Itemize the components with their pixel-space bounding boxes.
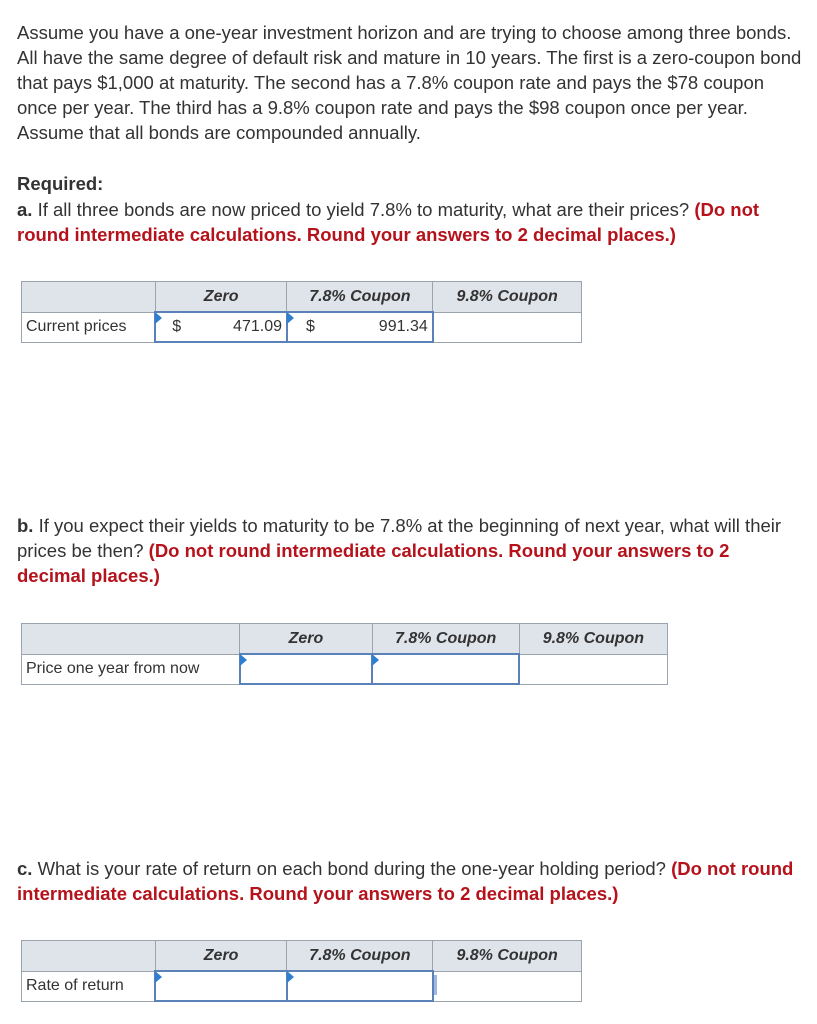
- part-b-instruction: (Do not round intermediate calculations. Round your answers to 2 decimal places.): [17, 540, 730, 586]
- row-label-current-prices: Current prices: [22, 312, 156, 342]
- cell-return-9-8-coupon[interactable]: [433, 971, 582, 1001]
- part-a-table: [21, 281, 582, 343]
- problem-intro: Assume you have a one-year investment horizon and are trying to choose among three bonds. All have the same degree of default risk and mature in 10 years. The first is a zero-coupon bond that pays $1,000 at maturity. The second has a 7.8% coupon rate and pays the $78 coupon once per year. The third has a 9.8% coupon rate and pays the $98 coupon once per year. Assume that all bonds are compounded annually.: [17, 22, 802, 143]
- part-a-question: [17, 197, 807, 247]
- part-c-question: [17, 856, 807, 906]
- cell-future-price-9-8-coupon[interactable]: [519, 654, 667, 684]
- header-zero: Zero: [155, 282, 287, 313]
- part-a-text: If all three bonds are now priced to yield 7.8% to maturity, what are their prices?: [32, 199, 695, 220]
- part-c-table: [21, 940, 582, 1002]
- part-b-text: If you expect their yields to maturity to be 7.8% at the beginning of next year, what will their prices be then?: [17, 515, 782, 561]
- currency-symbol: $: [172, 318, 182, 335]
- header-7-8-coupon: 7.8% Coupon: [287, 941, 433, 972]
- part-c-instruction: (Do not round intermediate calculations. Round your answers to 2 decimal places.): [17, 858, 794, 904]
- cell-current-price-9-8-coupon[interactable]: [433, 312, 582, 342]
- current-price-zero-value: 471.09: [233, 318, 282, 335]
- part-a-instruction: (Do not round intermediate calculations. Round your answers to 2 decimal places.): [17, 199, 760, 245]
- answer-flag-icon: [155, 971, 162, 983]
- answer-flag-icon: [240, 654, 247, 666]
- row-label-price-one-year: Price one year from now: [22, 654, 240, 684]
- answer-flag-icon: [287, 971, 294, 983]
- header-blank: [22, 624, 240, 655]
- input-current-price-zero[interactable]: [155, 312, 287, 342]
- part-b-table: [21, 623, 668, 685]
- input-future-price-7-8-coupon[interactable]: [372, 654, 519, 684]
- header-9-8-coupon: 9.8% Coupon: [433, 282, 582, 313]
- header-7-8-coupon: 7.8% Coupon: [372, 624, 519, 655]
- part-c-letter: c.: [17, 858, 33, 879]
- answer-flag-icon: [287, 312, 294, 324]
- part-a-letter: a.: [17, 199, 33, 220]
- input-return-7-8-coupon[interactable]: [287, 971, 433, 1001]
- input-return-zero[interactable]: [155, 971, 287, 1001]
- text-cursor: [434, 975, 437, 995]
- header-zero: Zero: [240, 624, 372, 655]
- answer-flag-icon: [155, 312, 162, 324]
- current-price-7-8-coupon-value: 991.34: [378, 318, 428, 335]
- input-future-price-zero[interactable]: [240, 654, 372, 684]
- header-zero: Zero: [155, 941, 287, 972]
- header-9-8-coupon: 9.8% Coupon: [433, 941, 582, 972]
- header-7-8-coupon: 7.8% Coupon: [287, 282, 433, 313]
- header-blank: [22, 282, 156, 313]
- header-9-8-coupon: 9.8% Coupon: [519, 624, 667, 655]
- required-label: Required:: [17, 173, 104, 194]
- part-b-question: [17, 513, 802, 588]
- input-current-price-7-8-coupon[interactable]: [287, 312, 433, 342]
- part-b-letter: b.: [17, 515, 34, 536]
- header-blank: [22, 941, 156, 972]
- row-label-rate-of-return: Rate of return: [22, 971, 156, 1001]
- part-c-text: What is your rate of return on each bond during the one-year holding period?: [32, 858, 672, 879]
- answer-flag-icon: [372, 654, 379, 666]
- currency-symbol: $: [305, 318, 315, 335]
